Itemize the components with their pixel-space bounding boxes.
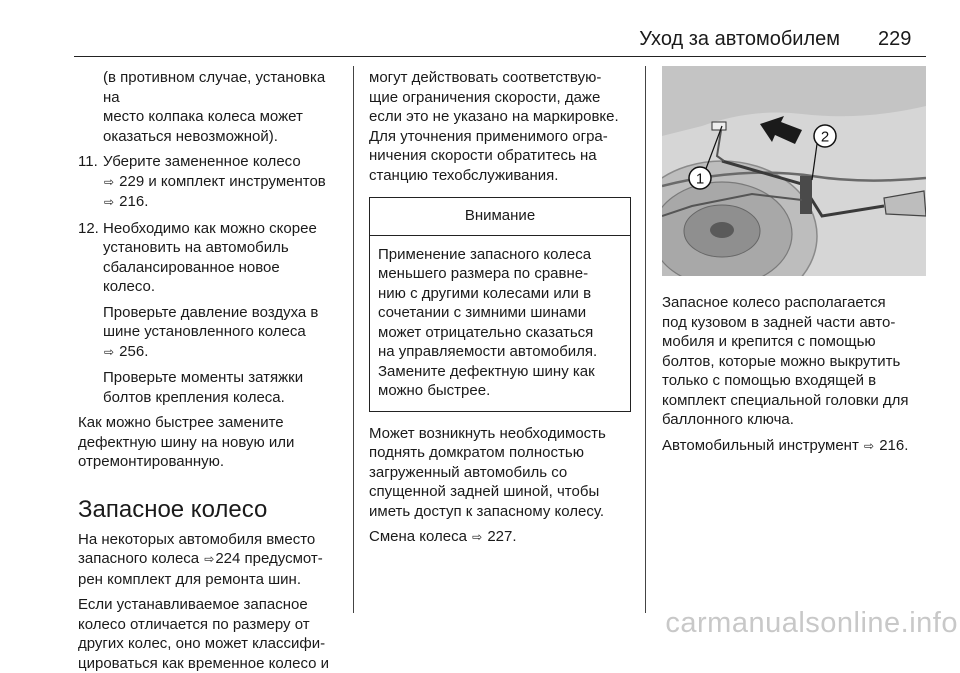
xref-arrow-icon: ⇨: [863, 438, 875, 453]
wheel-change-paragraph: Смена колеса ⇨ 227.: [369, 527, 631, 548]
xref-arrow-icon: ⇨: [103, 174, 115, 189]
tools-paragraph: Автомобильный инструмент ⇨ 216.: [662, 436, 928, 457]
page-link[interactable]: 224 предусмот-: [215, 550, 323, 567]
page-link[interactable]: 227.: [487, 528, 517, 545]
replace-paragraph: Как можно быстрее замените дефектную шину на новую или отремонтированную.: [78, 414, 295, 470]
list-item-11: 11. Уберите замененное колесо ⇨ 229 и комплект инструментов ⇨ 216.: [78, 152, 346, 213]
page-link[interactable]: 216.: [119, 193, 149, 210]
list-item-12: 12. Необходимо как можно скорее установить на автомобиль сбалансированное новое колесо. Проверьте давление воздуха в шине установленного колеса ⇨ 256. Проверьте моменты затяжки болтов крепления колеса.: [78, 219, 346, 408]
page-link[interactable]: 229 и комплект инструментов: [119, 172, 326, 190]
warning-body: Применение запасного колеса меньшего размера по сравне- нию с другими колесами или в сочетании с зимними шинами может отрицательно сказаться на управляемости автомобиля. Замените дефектную шину как можно быстрее.: [378, 245, 598, 399]
speed-paragraph: могут действовать соответствую- щие ограничения скорости, даже если это не указано на маркировке. Для уточнения применимого огра- ничения скорости обратитесь на станцию техобслуживания.: [369, 69, 619, 184]
page-link[interactable]: 216.: [879, 436, 909, 454]
spare-paragraph-1: На некоторых автомобиля вместо запасного колеса ⇨224 предусмот- рен комплект для ремонта шин.: [78, 530, 323, 588]
torque-paragraph: Проверьте моменты затяжки болтов крепления колеса.: [103, 369, 304, 406]
page-number: 229: [878, 28, 912, 50]
warning-title: Внимание: [370, 198, 630, 236]
spare-paragraph-2: Если устанавливаемое запасное колесо отличается по размеру от других колес, оно может классифи- цироваться как временное колесо и: [78, 596, 330, 672]
callout-1: 1: [695, 170, 705, 188]
watermark: carmanualsonline.info: [665, 607, 958, 639]
pressure-paragraph: Проверьте давление воздуха в шине установленного колеса ⇨ 256.: [103, 303, 346, 363]
right-column: [662, 293, 928, 456]
list-number: 12.: [78, 219, 99, 237]
underbody-drawing: [662, 66, 926, 276]
section-title: Запасное колесо: [78, 495, 268, 523]
xref-arrow-icon: ⇨: [103, 195, 115, 209]
list-number: 11.: [78, 153, 98, 170]
intro-paragraph: (в противном случае, установка на место колпака колеса может оказаться невозможной).: [103, 69, 326, 145]
column-divider-1: [353, 66, 354, 613]
jack-paragraph: Может возникнуть необходимость поднять домкратом полностью загруженный автомобиль со спущенной задней шиной, чтобы иметь доступ к запасному колесу.: [369, 424, 606, 520]
xref-arrow-icon: ⇨: [103, 344, 115, 359]
middle-column: [369, 68, 631, 548]
xref-arrow-icon: ⇨: [204, 552, 215, 566]
header-title: Уход за автомобилем: [639, 28, 840, 50]
spare-wheel-illustration: [662, 66, 926, 276]
column-divider-2: [645, 66, 646, 613]
left-column: [78, 68, 346, 673]
page-link[interactable]: 256.: [119, 342, 149, 360]
header-rule: [74, 56, 926, 57]
callout-2: 2: [820, 128, 830, 146]
xref-arrow-icon: ⇨: [472, 530, 483, 544]
spare-location-paragraph: Запасное колесо располагается под кузовом в задней части авто- мобиля и крепится с помощью болтов, которые можно выкрутить только с помощью входящей в комплект специальной головки для баллонного ключа.: [662, 294, 909, 428]
warning-box: [369, 197, 631, 412]
